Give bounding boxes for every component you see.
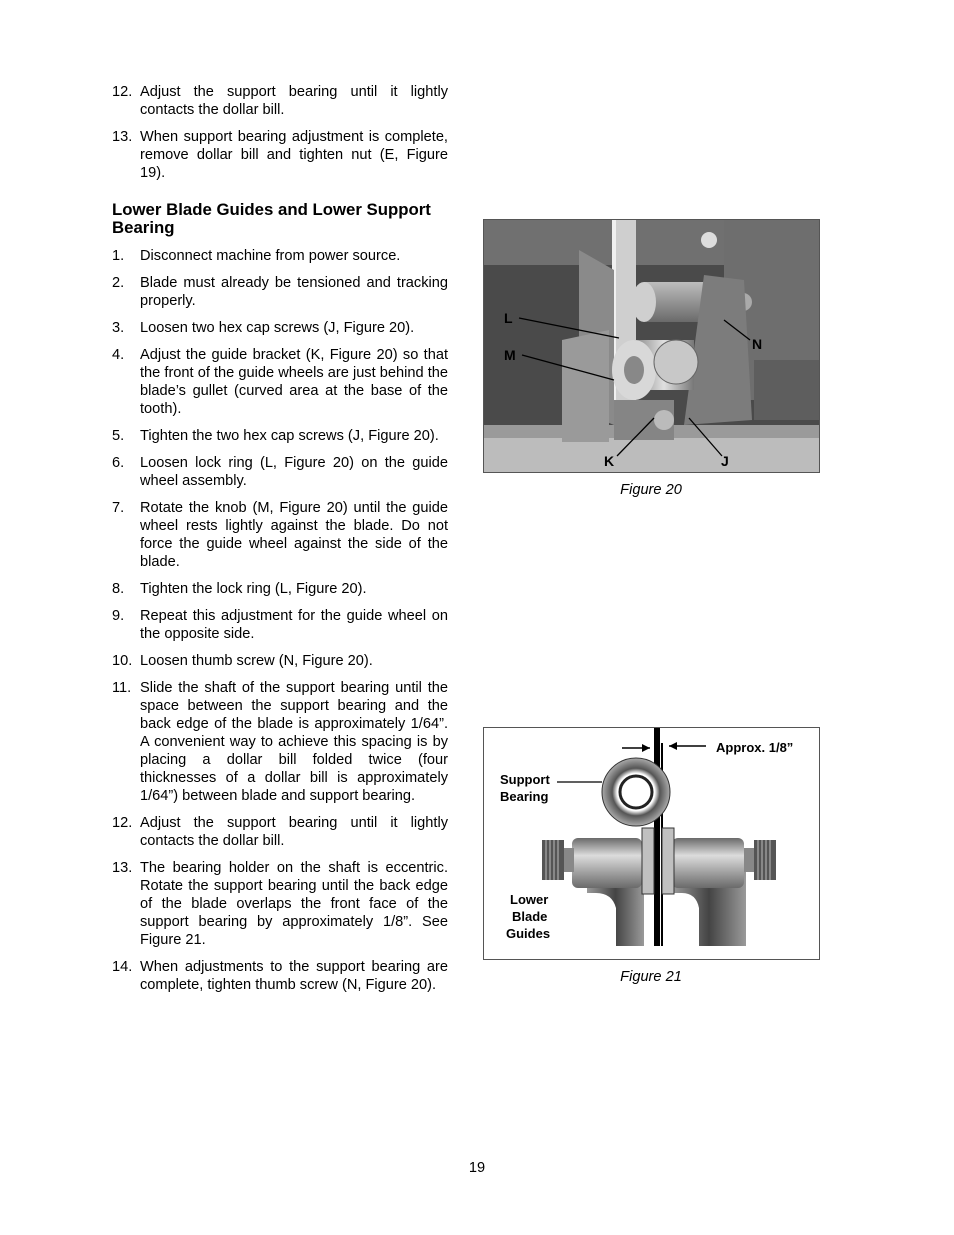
list-item [112, 499, 448, 571]
step-text: Adjust the support bearing until it lightly contacts the dollar bill. [140, 815, 448, 849]
figure-21-label-guides: Guides [506, 926, 551, 941]
figure-20-label-m: M [504, 347, 516, 363]
step-number: 12. [112, 815, 133, 831]
figure-21-caption: Figure 21 [620, 969, 682, 985]
list-item [112, 859, 448, 949]
figure-20-photo [483, 219, 820, 473]
list-item [112, 274, 448, 310]
figure-21-illustration [484, 728, 820, 960]
step-text: Blade must already be tensioned and tracking properly. [140, 275, 448, 309]
step-text: Adjust the support bearing until it lightly contacts the dollar bill. [140, 84, 448, 118]
step-text: Slide the shaft of the support bearing until the space between the support bearing and the back edge of the blade is approximately 1/64”. A convenient way to achieve this spacing is by placing a dollar bill folded twice (four thicknesses of a dollar bill is approximately 1/64”) between blade and support bearing. [140, 680, 448, 804]
step-text: The bearing holder on the shaft is eccentric. Rotate the support bearing until the back edge of the blade overlaps the front face of the support bearing by approximately 1/8”. See Figure 21. [140, 860, 448, 948]
list-item [112, 346, 448, 418]
step-number: 1. [112, 248, 125, 264]
step-number: 13. [112, 129, 133, 145]
step-text: When support bearing adjustment is complete, remove dollar bill and tighten nut (E, Figure 19). [140, 129, 448, 181]
list-item [112, 247, 448, 265]
step-text: Loosen two hex cap screws (J, Figure 20). [140, 320, 415, 336]
list-item [112, 958, 448, 994]
figure-21-diagram [483, 727, 820, 960]
figure-21-label-approx: Approx. 1/8” [716, 740, 794, 755]
step-text: Tighten the lock ring (L, Figure 20). [140, 581, 367, 597]
page-number: 19 [468, 1160, 486, 1176]
step-number: 4. [112, 347, 125, 363]
lower-guides-section [112, 201, 448, 1003]
step-text: Loosen thumb screw (N, Figure 20). [140, 653, 373, 669]
figure-20-label-j: J [721, 453, 729, 469]
step-text: Repeat this adjustment for the guide wheel on the opposite side. [140, 608, 448, 642]
figure-20-caption: Figure 20 [620, 482, 682, 498]
figure-21-label-support: Support [500, 772, 550, 787]
list-item [112, 652, 448, 670]
step-number: 5. [112, 428, 125, 444]
list-item [112, 128, 448, 182]
list-item [112, 679, 448, 805]
step-text: Rotate the knob (M, Figure 20) until the guide wheel rests lightly against the blade. Do not force the guide wheel against the side of the blade. [140, 500, 448, 570]
figure-20-label-l: L [504, 310, 513, 326]
list-item [112, 319, 448, 337]
list-item [112, 814, 448, 850]
step-number: 13. [112, 860, 133, 876]
step-number: 3. [112, 320, 125, 336]
step-number: 6. [112, 455, 125, 471]
list-item [112, 580, 448, 598]
step-text: Disconnect machine from power source. [140, 248, 401, 264]
figure-20-illustration [484, 220, 820, 473]
figure-21-label-blade: Blade [512, 909, 548, 924]
step-number: 14. [112, 959, 133, 975]
figure-20-label-n: N [752, 336, 763, 352]
figure-21-label-bearing: Bearing [500, 789, 549, 804]
list-item [112, 607, 448, 643]
step-number: 10. [112, 653, 133, 669]
top-steps-list [112, 83, 448, 191]
step-number: 12. [112, 84, 133, 100]
step-number: 7. [112, 500, 125, 516]
section-title: Lower Blade Guides and Lower Support Bearing [112, 200, 431, 237]
step-number: 9. [112, 608, 125, 624]
step-number: 11. [112, 680, 132, 696]
list-item [112, 427, 448, 445]
step-number: 2. [112, 275, 125, 291]
steps-list [112, 247, 448, 994]
step-text: Adjust the guide bracket (K, Figure 20) so that the front of the guide wheels are just behind the blade’s gullet (curved area at the base of the tooth). [140, 347, 448, 417]
list-item [112, 454, 448, 490]
step-number: 8. [112, 581, 125, 597]
list-item [112, 83, 448, 119]
figure-21-label-lower: Lower [510, 892, 549, 907]
step-text: When adjustments to the support bearing are complete, tighten thumb screw (N, Figure 20). [140, 959, 448, 993]
figure-20-label-k: K [604, 453, 615, 469]
step-text: Loosen lock ring (L, Figure 20) on the guide wheel assembly. [140, 455, 448, 489]
step-text: Tighten the two hex cap screws (J, Figure 20). [140, 428, 439, 444]
